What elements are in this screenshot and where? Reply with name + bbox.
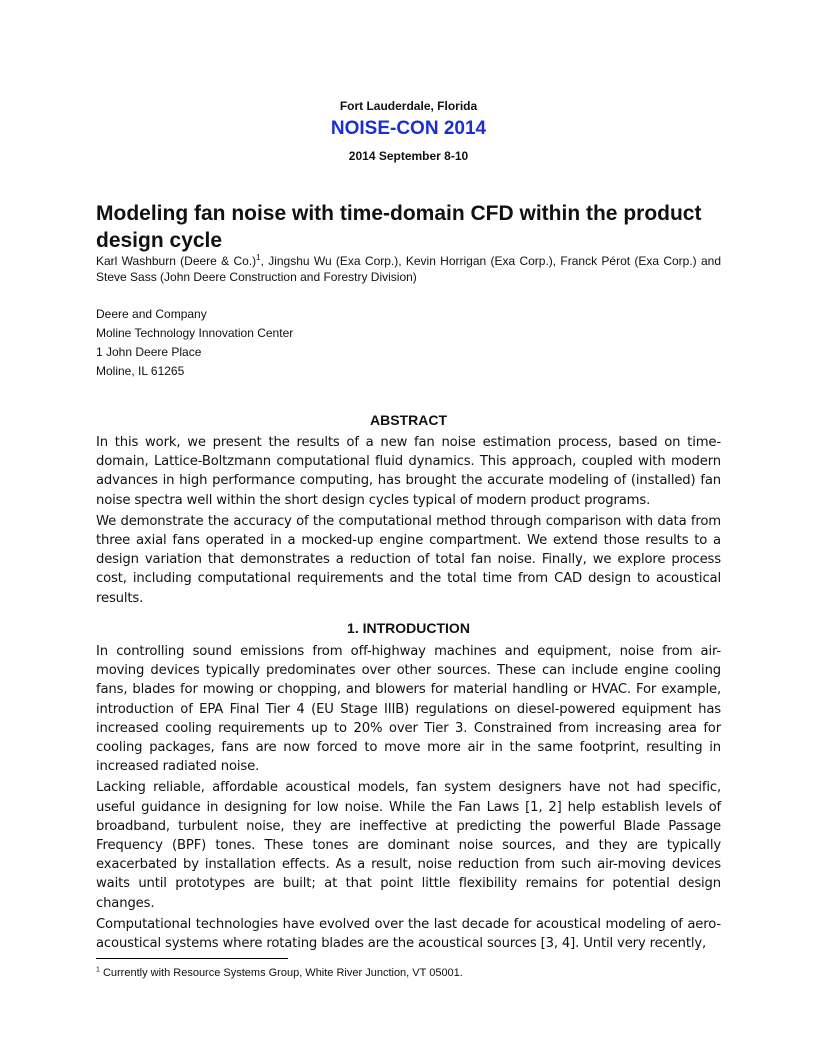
- author-others: , Jingshu Wu (Exa Corp.), Kevin Horrigan (Exa Corp.), Franck Pérot (Exa Corp.) and Steve Sass (John Deere Construction and Forestry Division): [96, 254, 721, 284]
- conference-name: NOISE-CON 2014: [330, 118, 487, 139]
- author-list: [96, 253, 721, 285]
- author-footnote-mark: 1: [256, 253, 261, 262]
- affiliation-line: Moline Technology Innovation Center: [96, 326, 294, 340]
- abstract-body: [96, 433, 721, 610]
- introduction-heading: 1. INTRODUCTION: [347, 620, 470, 636]
- affiliation-line: 1 John Deere Place: [96, 345, 202, 359]
- footnote: [96, 966, 721, 980]
- abstract-heading: ABSTRACT: [370, 412, 447, 428]
- abstract-paragraph: We demonstrate the accuracy of the computational method through comparison with data from three axial fans operated in a mocked-up engine compartment. We extend those results to a design variation that demonstrates a reduction of total fan noise. Finally, we explore process cost, including computational requirements and the total time from CAD design to acoustical results.: [96, 513, 721, 606]
- abstract-paragraph: In this work, we present the results of a new fan noise estimation process, based on time-domain, Lattice-Boltzmann computational fluid dynamics. This approach, coupled with modern advances in high performance computing, has brought the accurate modeling of (installed) fan noise spectra well within the short design cycles typical of modern product programs.: [96, 435, 721, 508]
- conference-location: Fort Lauderdale, Florida: [339, 99, 478, 113]
- affiliation-line: Deere and Company: [96, 307, 207, 321]
- paper-title: Modeling fan noise with time-domain CFD within the product design cycle: [96, 202, 702, 252]
- author-primary: Karl Washburn (Deere & Co.): [96, 254, 257, 268]
- conference-date: 2014 September 8-10: [348, 149, 469, 163]
- paper-page: [96, 0, 721, 1056]
- footnote-divider: [96, 958, 288, 959]
- introduction-paragraph: Lacking reliable, affordable acoustical models, fan system designers have not had specific, useful guidance in designing for low noise. While the Fan Laws [1, 2] help establish levels of broadband, turbulent noise, they are ineffective at predicting the powerful Blade Passage Frequency (BPF) tones. These tones are dominant noise sources, and they are typically exacerbated by installation effects. As a result, noise reduction from such air-moving devices waits until prototypes are built; at that point little flexibility remains for potential design changes.: [96, 780, 721, 911]
- introduction-paragraph: In controlling sound emissions from off-highway machines and equipment, noise from air-moving devices typically predominates over other sources. These can include engine cooling fans, blades for mowing or chopping, and blowers for material handling or HVAC. For example, introduction of EPA Final Tier 4 (EU Stage IIIB) regulations on diesel-powered equipment has increased cooling requirements up to 20% over Tier 3. Constrained from increasing area for cooling packages, fans are now forced to move more air in the same footprint, resulting in increased radiated noise.: [96, 644, 721, 775]
- footnote-mark: 1: [96, 966, 100, 974]
- introduction-body: [96, 642, 721, 955]
- introduction-paragraph: Computational technologies have evolved over the last decade for acoustical modeling of aero-acoustical systems where rotating blades are the acoustical sources [3, 4]. Until very recently,: [96, 916, 721, 952]
- affiliation-block: [96, 305, 721, 381]
- affiliation-line: Moline, IL 61265: [96, 364, 185, 378]
- footnote-text: Currently with Resource Systems Group, White River Junction, VT 05001.: [99, 967, 463, 979]
